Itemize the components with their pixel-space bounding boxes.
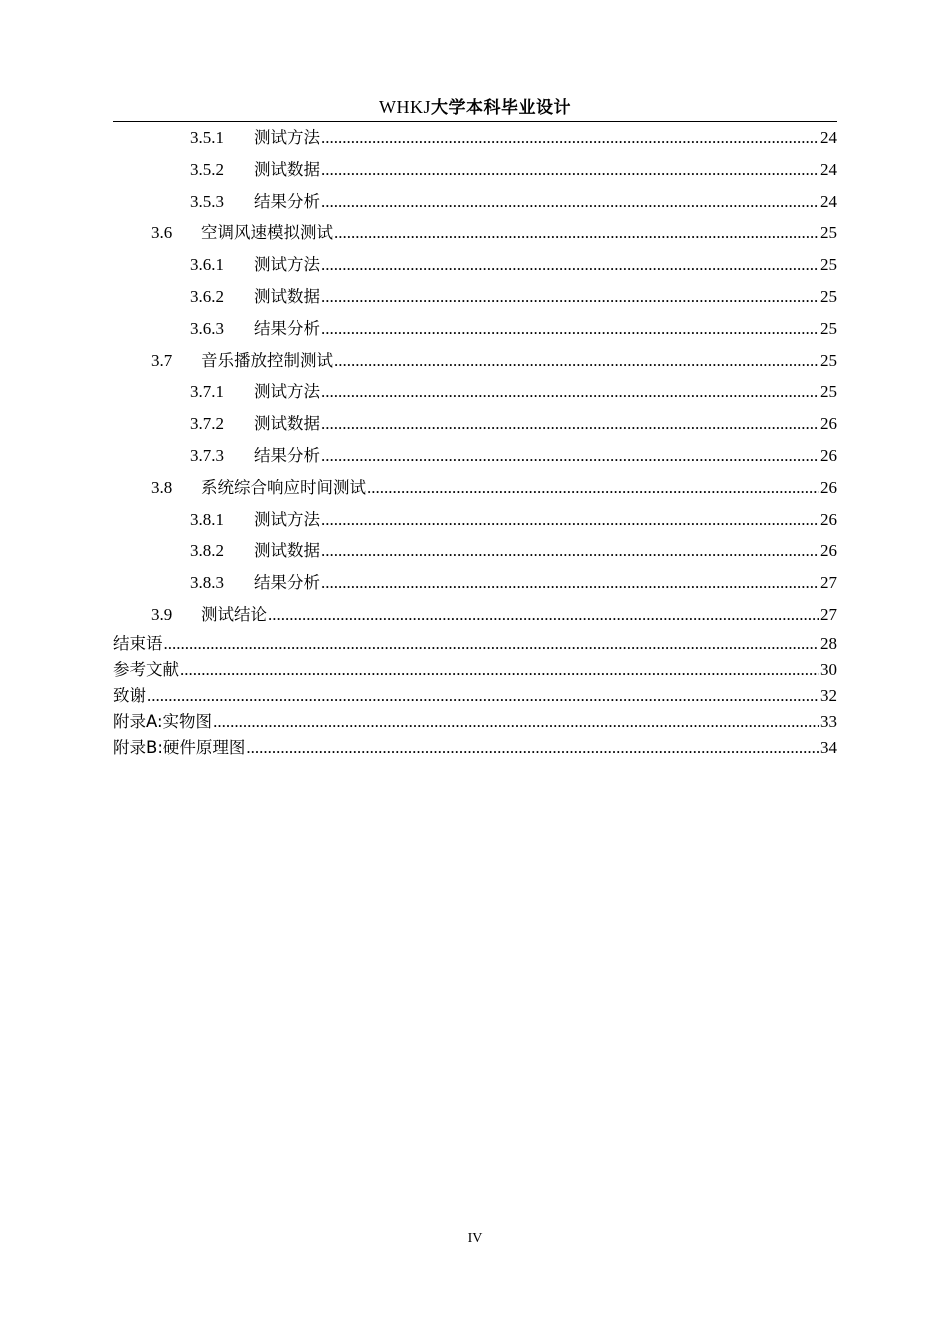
toc-entry[interactable] — [113, 122, 837, 154]
toc-entry-number: 3.6.3 — [190, 318, 224, 338]
toc-leader-dots — [268, 599, 819, 631]
toc-leader-dots — [246, 735, 819, 761]
toc-entry-page: 25 — [820, 382, 837, 402]
toc-entry[interactable] — [113, 249, 837, 281]
toc-entry-title: 测试结论 — [201, 604, 267, 624]
toc-entry-page: 26 — [820, 509, 837, 529]
toc-entry-number: 3.6.2 — [190, 286, 224, 306]
toc-entry-title: 结束语 — [113, 633, 163, 653]
toc-entry-number: 3.5.1 — [190, 128, 224, 147]
toc-entry-number: 3.5.3 — [190, 191, 224, 211]
page-number: IV — [467, 1231, 483, 1246]
toc-entry-page: 24 — [820, 159, 837, 179]
toc-leader-dots — [213, 709, 819, 735]
toc-entry-number: 3.6.1 — [190, 255, 224, 275]
toc-entry-title: 结果分析 — [254, 318, 320, 338]
toc-entry-page: 24 — [820, 128, 837, 147]
toc-entry[interactable] — [113, 599, 837, 631]
toc-leader-dots — [321, 376, 819, 408]
toc-entry[interactable] — [113, 683, 837, 709]
toc-leader-dots — [321, 408, 819, 440]
toc-entry-title: 致谢 — [113, 685, 146, 705]
toc-entry-number: 3.7.3 — [190, 445, 224, 465]
toc-entry[interactable] — [113, 154, 837, 186]
toc-entry-title: 测试数据 — [254, 159, 320, 179]
toc-entry-number: 3.8.3 — [190, 573, 224, 593]
toc-leader-dots — [321, 567, 819, 599]
toc-entry-page: 25 — [820, 350, 837, 370]
toc-entry-page: 26 — [820, 477, 837, 497]
toc-leader-dots — [321, 154, 819, 186]
toc-leader-dots — [321, 535, 819, 567]
toc-leader-dots — [147, 683, 819, 709]
toc-leader-dots — [334, 217, 819, 249]
toc-entry[interactable] — [113, 504, 837, 536]
toc-entry-title: 测试数据 — [254, 414, 320, 434]
toc-entry-number: 3.7.1 — [190, 382, 224, 402]
toc-entry-title: 结果分析 — [254, 191, 320, 211]
toc-entry-title: 空调风速模拟测试 — [201, 223, 333, 243]
toc-leader-dots — [321, 281, 819, 313]
toc-leader-dots — [321, 504, 819, 536]
toc-leader-dots — [321, 186, 819, 218]
toc-leader-dots — [367, 472, 819, 504]
toc-entry-title: 参考文献 — [113, 659, 179, 679]
toc-entry[interactable] — [113, 657, 837, 683]
toc-entry-number: 3.7 — [151, 350, 173, 370]
toc-entry-title: 附录B:硬件原理图 — [113, 737, 246, 757]
toc-entry[interactable] — [113, 735, 837, 761]
toc-entry-title: 系统综合响应时间测试 — [201, 477, 366, 497]
toc-entry-page: 26 — [820, 414, 837, 434]
toc-entry-title: 测试数据 — [254, 286, 320, 306]
toc-leader-dots — [334, 345, 819, 377]
toc-entry-title: 测试方法 — [254, 509, 320, 529]
toc-entry-page: 27 — [820, 573, 837, 593]
toc-entry[interactable] — [113, 709, 837, 735]
toc-entry[interactable] — [113, 472, 837, 504]
toc-entry-page: 27 — [820, 604, 837, 624]
toc-leader-dots — [321, 313, 819, 345]
toc-leader-dots — [321, 122, 819, 154]
toc-entry-page: 34 — [820, 737, 837, 757]
table-of-contents — [113, 122, 837, 761]
toc-entry-page: 25 — [820, 318, 837, 338]
toc-entry-number: 3.8.2 — [190, 541, 224, 561]
toc-entry-page: 25 — [820, 255, 837, 275]
toc-leader-dots — [321, 440, 819, 472]
toc-entry-number: 3.9 — [151, 604, 173, 624]
toc-entry-number: 3.8 — [151, 477, 173, 497]
toc-entry[interactable] — [113, 376, 837, 408]
toc-entry-title: 音乐播放控制测试 — [201, 350, 333, 370]
toc-entry-page: 26 — [820, 541, 837, 561]
toc-entry-title: 附录A:实物图 — [113, 711, 213, 731]
toc-entry[interactable] — [113, 186, 837, 218]
toc-entry[interactable] — [113, 345, 837, 377]
toc-entry[interactable] — [113, 631, 837, 657]
toc-leader-dots — [321, 249, 819, 281]
toc-entry-title: 测试数据 — [254, 541, 320, 561]
toc-entry-title: 结果分析 — [254, 445, 320, 465]
header-title: 大学本科毕业设计 — [431, 98, 571, 118]
toc-entry-number: 3.7.2 — [190, 414, 224, 434]
toc-leader-dots — [164, 631, 820, 657]
toc-entry-title: 测试方法 — [254, 382, 320, 402]
page-header — [113, 95, 837, 122]
toc-entry-page: 30 — [820, 659, 837, 679]
toc-entry[interactable] — [113, 313, 837, 345]
toc-entry-number: 3.6 — [151, 223, 173, 243]
toc-entry-title: 测试方法 — [254, 128, 320, 147]
toc-entry-page: 25 — [820, 286, 837, 306]
header-latin: WHKJ — [379, 97, 431, 117]
toc-entry-title: 结果分析 — [254, 573, 320, 593]
toc-entry-page: 33 — [820, 711, 837, 731]
toc-entry-title: 测试方法 — [254, 255, 320, 275]
toc-entry[interactable] — [113, 567, 837, 599]
toc-entry-number: 3.8.1 — [190, 509, 224, 529]
toc-entry-page: 25 — [820, 223, 837, 243]
toc-entry-number: 3.5.2 — [190, 159, 224, 179]
toc-leader-dots — [180, 657, 819, 683]
toc-entry-page: 32 — [820, 685, 837, 705]
toc-entry[interactable] — [113, 535, 837, 567]
toc-entry-page: 26 — [820, 445, 837, 465]
toc-entry[interactable] — [113, 217, 837, 249]
toc-entry-page: 24 — [820, 191, 837, 211]
toc-entry-page: 28 — [820, 633, 837, 653]
toc-entry[interactable] — [113, 440, 837, 472]
toc-entry[interactable] — [113, 281, 837, 313]
toc-entry[interactable] — [113, 408, 837, 440]
